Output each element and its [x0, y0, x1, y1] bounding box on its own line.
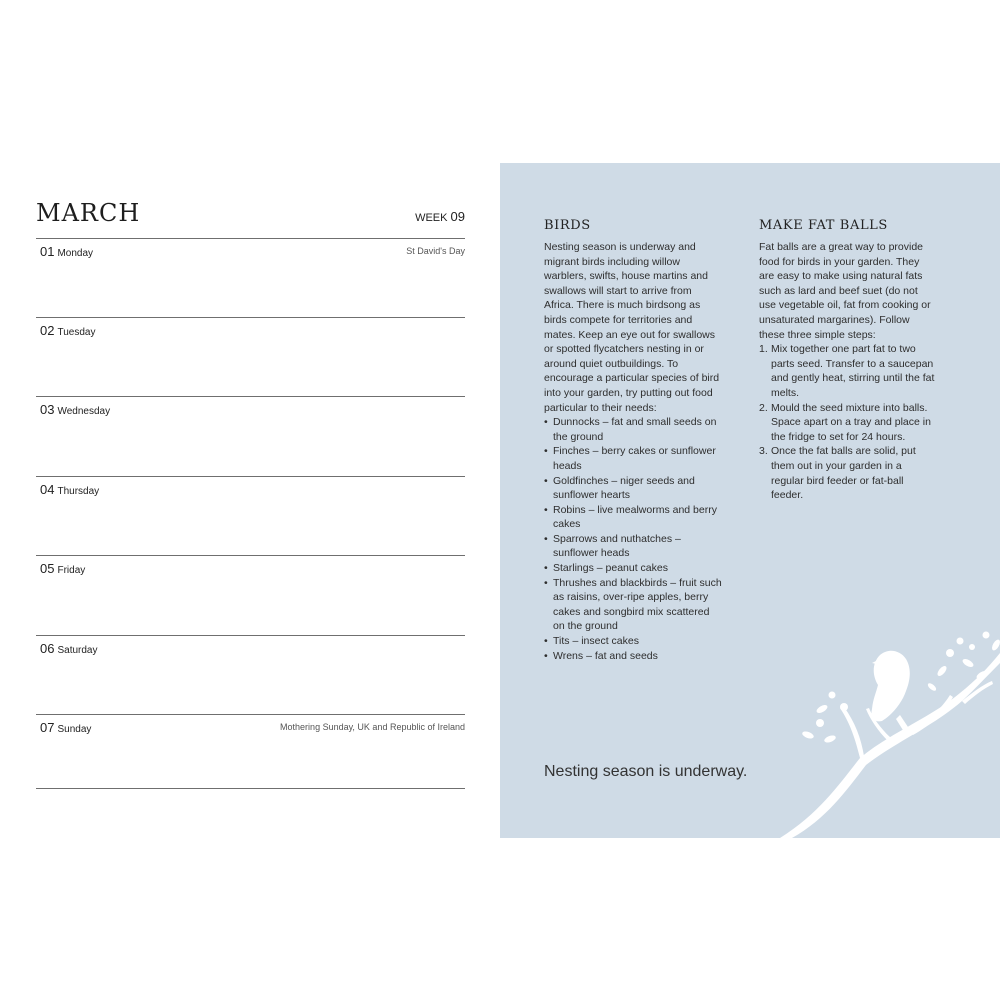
- day-number: 03 Wednesday: [40, 402, 111, 417]
- fat-balls-heading: MAKE FAT BALLS: [759, 218, 888, 233]
- day-note: St David's Day: [406, 246, 465, 256]
- birds-heading: BIRDS: [544, 218, 591, 233]
- day-row-thursday[interactable]: [36, 476, 465, 556]
- day-row-sunday[interactable]: [36, 714, 465, 794]
- step-marker: 3.: [759, 445, 768, 458]
- day-name: Saturday: [57, 645, 98, 656]
- list-item: • Wrens – fat and seeds: [544, 649, 722, 664]
- day-name: Friday: [57, 565, 86, 576]
- day-name: Wednesday: [57, 406, 111, 417]
- day-name: Monday: [57, 248, 94, 259]
- step-item: [759, 444, 937, 502]
- list-item: • Sparrows and nuthatches – sunflower heads: [544, 532, 722, 561]
- day-row-wednesday[interactable]: [36, 396, 465, 476]
- list-item: • Starlings – peanut cakes: [544, 561, 722, 576]
- month-title: MARCH: [36, 199, 141, 227]
- week-label-text: WEEK: [415, 212, 448, 224]
- week-number: 09: [450, 209, 465, 224]
- day-name: Thursday: [57, 486, 100, 497]
- fat-balls-column: [759, 218, 937, 503]
- step-text: Once the fat balls are solid, put them out in your garden in a regular bird feeder or fat-ball feeder.: [771, 445, 916, 502]
- day-note: Mothering Sunday, UK and Republic of Ireland: [280, 722, 465, 732]
- day-name: Sunday: [57, 724, 92, 735]
- step-text: Mould the seed mixture into balls. Space apart on a tray and place in the fridge to set for 24 hours.: [771, 401, 931, 443]
- bird-food-list: [544, 415, 722, 663]
- step-text: Mix together one part fat to two parts seed. Transfer to a saucepan and gently heat, stirring until the fat melts.: [771, 343, 935, 399]
- day-number: 07 Sunday: [40, 720, 92, 735]
- birds-column: [544, 218, 722, 663]
- fat-balls-intro: Fat balls are a great way to provide food for birds in your garden. They are easy to make using natural fats such as lard and beef suet (do not use vegetable oil, fat from cooking or unsaturated margarines). Follow these three simple steps:: [759, 241, 931, 341]
- day-number: 04 Thursday: [40, 482, 100, 497]
- birds-intro: Nesting season is underway and migrant birds including willow warblers, swifts, house martins and swallows will start to arrive from Africa. There is much birdsong as birds compete for territories and mates. Keep an eye out for swallows or spotted flycatchers nesting in or around quiet outbuildings. To encourage a particular species of bird into your garden, try putting out food particular to their needs:: [544, 241, 720, 414]
- list-item: • Thrushes and blackbirds – fruit such as raisins, over-ripe apples, berry cakes and songbird mix scattered on the ground: [544, 576, 722, 634]
- step-item: [759, 401, 937, 445]
- list-item: • Robins – live mealworms and berry cakes: [544, 503, 722, 532]
- day-row-monday[interactable]: [36, 238, 465, 318]
- week-label: [415, 209, 465, 224]
- day-row-saturday[interactable]: [36, 635, 465, 715]
- fat-balls-steps: [759, 342, 937, 503]
- bottom-rule: [36, 788, 465, 789]
- day-number: 01 Monday: [40, 244, 94, 259]
- day-number: 05 Friday: [40, 561, 86, 576]
- step-item: [759, 342, 937, 400]
- day-name: Tuesday: [57, 327, 96, 338]
- diary-right-page: [500, 163, 1000, 838]
- step-marker: 2.: [759, 401, 768, 414]
- bird-on-branch-icon: [760, 623, 1000, 838]
- day-number: 02 Tuesday: [40, 323, 96, 338]
- day-row-friday[interactable]: [36, 555, 465, 635]
- day-number: 06 Saturday: [40, 641, 98, 656]
- day-row-tuesday[interactable]: [36, 317, 465, 397]
- list-item: • Finches – berry cakes or sunflower heads: [544, 444, 722, 473]
- page-caption: Nesting season is underway.: [544, 763, 748, 780]
- list-item: • Dunnocks – fat and small seeds on the ground: [544, 415, 722, 444]
- list-item: • Tits – insect cakes: [544, 634, 722, 649]
- step-marker: 1.: [759, 343, 768, 356]
- list-item: • Goldfinches – niger seeds and sunflower hearts: [544, 474, 722, 503]
